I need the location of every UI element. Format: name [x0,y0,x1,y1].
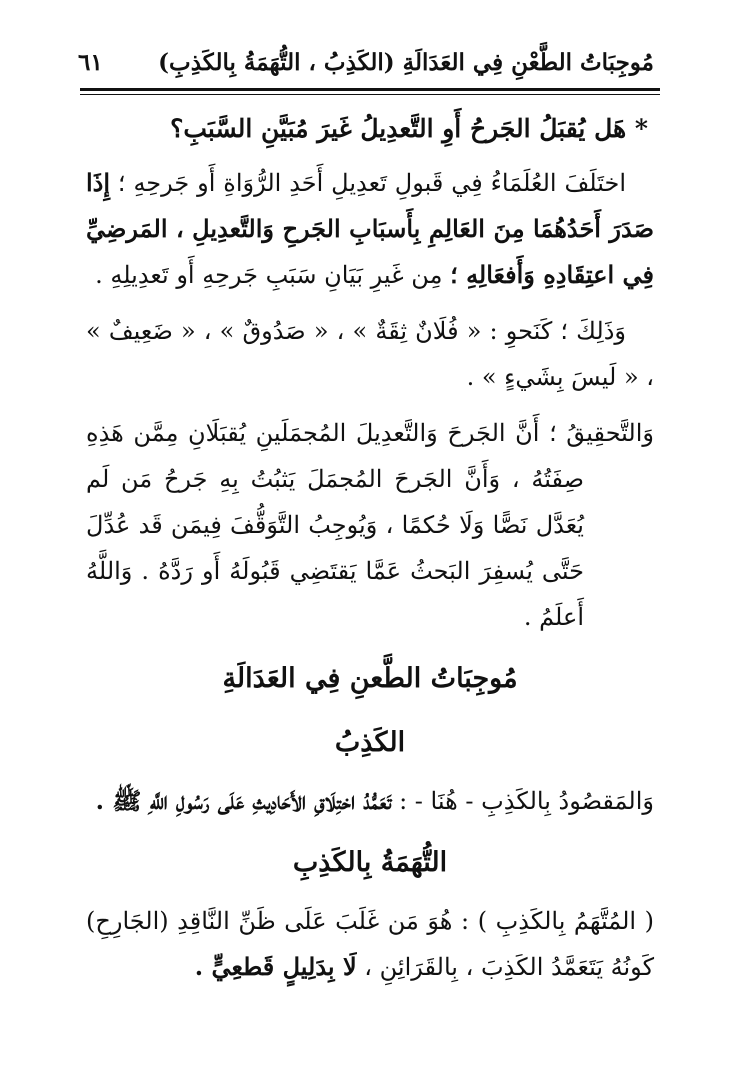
section-question [86,104,654,154]
para3-lead: وَالتَّحقِيقُ ؛ [549,419,654,447]
para2-text: وَذَلِكَ ؛ كَنَحوِ : « فُلَانٌ ثِقَةٌ » ، « صَدُوقٌ » ، « ضَعِيفٌ » ، « لَيسَ بِشَيءٍ » . [86,317,654,391]
page-body [86,100,654,1000]
paragraph-accused-definition [86,898,654,990]
para1-lead: اختَلَفَ العُلَمَاءُ فِي قَبولِ تَعدِيلِ أَحَدِ الرُّوَاةِ أَو جَرحِهِ ؛ [117,169,626,197]
para5-lead: ( المُتَّهَمُ بِالكَذِبِ ) : [461,907,654,935]
paragraph-lying-definition [86,778,654,824]
para1-condition: إِذَا صَدَرَ أَحَدُهُمَا مِنَ العَالِمِ بِأَسبَابِ الجَرحِ وَالتَّعدِيلِ ، المَرضِيِّ فِي اعتِقَادِهِ وَأَفعَالِهِ ؛ [86,168,654,289]
page-number: ٦١ [78,48,103,76]
running-header [78,42,654,82]
para1-tail: مِن غَيرِ بَيَانِ سَبَبِ جَرحِهِ أَو تَعدِيلِهِ . [95,261,443,289]
para5-text: هُوَ مَن غَلَبَ عَلَى ظَنِّ النَّاقِدِ (الجَارِحِ) كَونُهُ يَتَعَمَّدُ الكَذِبَ ، بِالقَرَائِنِ ، [86,907,654,981]
heading-causes-of-criticism: مُوجِبَاتُ الطَّعنِ فِي العَدَالَةِ [222,663,518,694]
paragraph-verification [86,410,654,640]
paragraph-examples [86,308,654,400]
header-rule-thin [80,94,660,95]
para5-bold-tail: لَا بِدَلِيلٍ قَطعِيٍّ . [194,952,357,981]
question-marker: * [634,114,648,143]
para3-text: أَنَّ الجَرحَ وَالتَّعدِيلَ المُجمَلَينِ يُقبَلَانِ مِمَّن هَذِهِ صِفَتُهُ ، وَأَنَّ الجَرحَ المُجمَلَ يَثبُتُ بِهِ جَرحُ مَن لَم يُعَدَّل نَصًّا وَلَا حُكمًا ، وَيُوجِبُ التَّوَقُّفَ فِيمَن قَد عُدِّلَ حَتَّى يُسفِرَ البَحثُ عَمَّا يَقتَضِي قَبُولَهُ أَو رَدَّهُ . وَاللَّهُ أَعلَمُ . [86,419,584,631]
paragraph-disagreement [86,160,654,298]
heading-lying: الكَذِبُ [334,727,406,758]
header-rule-thick [80,88,660,91]
para4-definition: تَعَمُّدُ اختِلَاقِ الأَحَادِيثِ عَلَى رَسُولِ اللَّهِ ﷺ . [95,786,392,815]
header-title: مُوجِبَاتُ الطَّعْنِ فِي العَدَالَةِ (الكَذِبُ ، التُّهَمَةُ بِالكَذِبِ) [158,48,654,76]
heading-accusation-of-lying: التُّهَمَةُ بِالكَذِبِ [292,847,448,878]
para4-lead: وَالمَقصُودُ بِالكَذِبِ - هُنَا - : [399,787,654,815]
question-text: هَل يُقبَلُ الجَرحُ أَوِ التَّعدِيلُ غَيرَ مُبَيَّنِ السَّبَبِ؟ [170,114,627,143]
